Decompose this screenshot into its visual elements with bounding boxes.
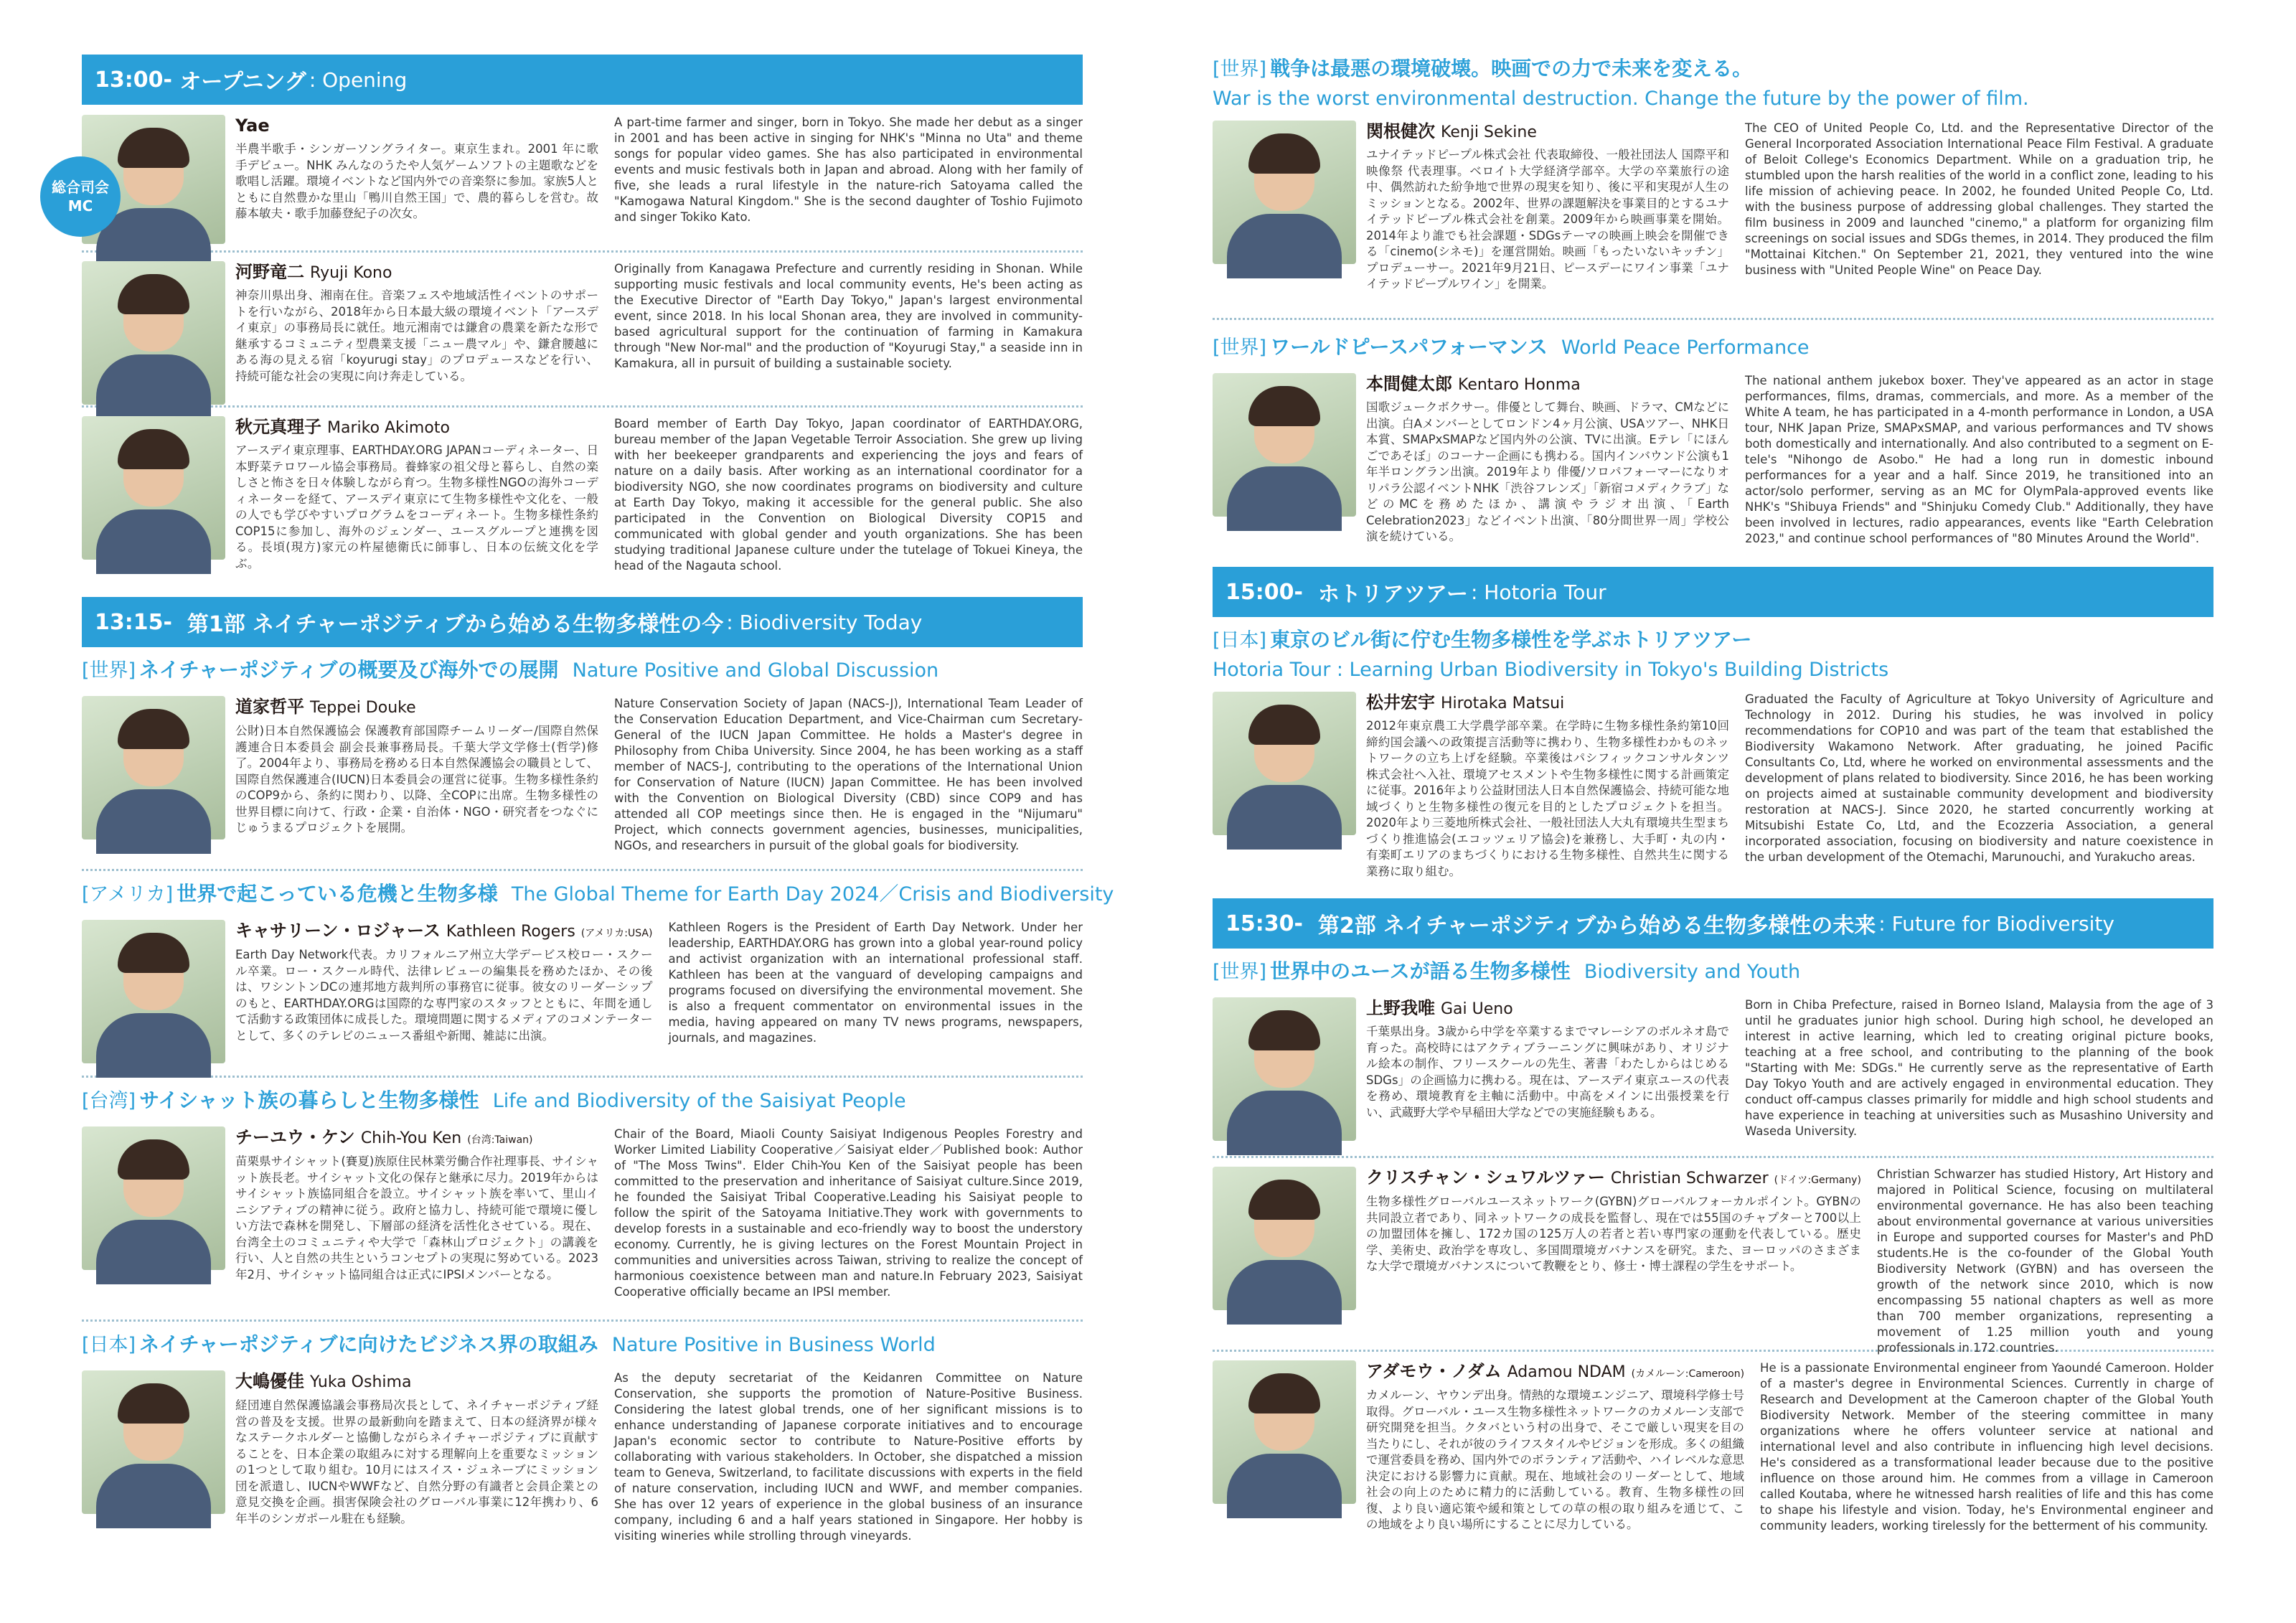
portrait-photo bbox=[1213, 373, 1356, 517]
program-title bbox=[82, 880, 1114, 911]
person-name-en: Christian Schwarzer bbox=[1610, 1170, 1769, 1187]
section-title-en: : Opening bbox=[309, 67, 408, 92]
person-name-jp: 上野我唯 bbox=[1366, 998, 1435, 1018]
person-country: (ドイツ:Germany) bbox=[1774, 1175, 1861, 1186]
person-name-jp: キャサリーン・ロジャース bbox=[235, 921, 441, 941]
portrait-photo bbox=[82, 1126, 225, 1270]
portrait-photo bbox=[1213, 121, 1356, 264]
person-name-en: Teppei Douke bbox=[310, 699, 416, 717]
right-column bbox=[1213, 55, 2213, 1560]
person-name-jp: Yae bbox=[235, 116, 270, 136]
host-profile bbox=[82, 408, 1083, 594]
section-bar-part1 bbox=[82, 597, 1083, 647]
bio-jp: 公財)日本自然保護協会 保護教育部国際チームリーダー/国際自然保護連合日本委員会 副会長兼事務局長。千葉大学文学修士(哲学)修了。2004年より、事務局を務める日本自然保護協会の職員として、国際自然保護連合(IUCN)日本委員会の運営に従事。生物多様性条約のCOP9から、条約に関わり、以降、全COPに出席。生物多様性の世界目標に向けて、行政・企業・自治体・NGO・研究者をつなぐにじゅうまるプロジェクトを展開。 bbox=[235, 724, 598, 834]
speaker-profile bbox=[1213, 989, 2213, 1158]
speaker-profile bbox=[82, 911, 1083, 1078]
region-tag: [世界] bbox=[1213, 337, 1267, 359]
bio-en: He is a passionate Environmental engineer from Yaoundé Cameroon. Holder of a master's degree in Environmental Sciences. Currently in charge of Research and Development at the Cameroon chapter of the Global Youth Biodiversity Network. Member of the steering committee in many organizations where he offers volunteer service at national and international level and also contribute in influencing high level decisions. He's considered as a transformational leader because due to the positive influence on those around him. He commes from a village in Cameroon called Koutaba, where he witnessed harsh realities of life and this has come to shape his lifestyle and vision. Today, he's Environmental engineer and community leaders, working tirelessly for the betterment of his community. bbox=[1760, 1361, 2213, 1533]
person-name-en: Yuka Oshima bbox=[310, 1373, 412, 1391]
region-tag: [世界] bbox=[1213, 58, 1267, 80]
bio-jp: 神奈川県出身、湘南在住。音楽フェスや地域活性イベントのサポートを行いながら、2018年から日本最大級の環境イベント「アースデイ東京」の事務局長に就任。地元湘南では鎌倉の農業を新たな形で継承するコミュニティ型農業支援「ニュー農マル」や、鎌倉腰越にある海の見える宿「koyurugi stay」のプロデュースなどを行い、持続可能な社会の実現に向け奔走している。 bbox=[235, 288, 598, 383]
mc-badge bbox=[40, 156, 121, 237]
speaker-profile bbox=[82, 687, 1083, 871]
person-name-en: Kenji Sekine bbox=[1441, 123, 1537, 141]
program-title-jp: 世界中のユースが語る生物多様性 bbox=[1270, 959, 1571, 983]
bio-jp: 半農半歌手・シンガーソングライター。東京生まれ。2001 年に歌手デビュー。NHK みんなのうたや人気ゲームソフトの主題歌などを歌唱し活躍。環境イベントなど国内外での音楽祭に参加。家族5人とともに自然豊かな里山「鴨川自然王国」で、農的暮らしを営む。故藤本敏夫・歌手加藤登紀子の次女。 bbox=[235, 142, 598, 220]
program-title-en: World Peace Performance bbox=[1561, 337, 1810, 359]
program-title bbox=[1213, 55, 2213, 86]
person-name-en: Kentaro Honma bbox=[1458, 376, 1581, 394]
program-title-jp: ワールドピースパフォーマンス bbox=[1270, 335, 1548, 359]
speaker-profile bbox=[1213, 112, 2213, 320]
portrait-photo bbox=[82, 261, 225, 405]
bio-en: Christian Schwarzer has studied History, Art History and majored in Political Science, focusing on multilateral environmental governance. He has also been teaching about environmental governance at various universities in Europe and supported courses for Master's and PhD students.He is the co-founder of the Global Youth Biodiversity Network (GYBN) and has overseen the growth of the network since 2010, which is now encompassing 55 national chapters as well as more than 700 member organizations, representing a movement of 1.25 million youth and young professionals in 172 countries. bbox=[1876, 1167, 2213, 1355]
portrait-photo bbox=[1213, 997, 1356, 1141]
mc-badge-label-jp: 総合司会 bbox=[52, 179, 109, 196]
person-name-jp: クリスチャン・シュワルツァー bbox=[1366, 1167, 1605, 1187]
program-title bbox=[82, 656, 1083, 687]
speaker-profile bbox=[82, 1362, 1083, 1563]
program-title-en: Hotoria Tour : Learning Urban Biodiversity in Tokyo's Building Districts bbox=[1213, 659, 1889, 681]
portrait-photo bbox=[82, 696, 225, 839]
bio-jp: 2012年東京農工大学農学部卒業。在学時に生物多様性条約第10回締約国会議への政策提言活動等に携わり、生物多様性わかものネットワークの立ち上げを経験。卒業後はパシフィックコンサルタンツ株式会社へ入社、環境アセスメントや生物多様性に関する計画策定に従事。2016年より公益財団法人日本自然保護協会、持続可能な地域づくりと生物多様性の復元を目的としたプロジェクトを担当。2020年より三菱地所株式会社、一般社団法人大丸有環境共生型まちづくり推進協会(エコッツェリア協会)を兼務し、大手町・丸の内・有楽町エリアのまちづくりにおける生物多様性、自然共生に関する業務に取り組む。 bbox=[1366, 719, 1729, 878]
program-title-en: Life and Biodiversity of the Saisiyat People bbox=[492, 1090, 906, 1112]
program-title-en: War is the worst environmental destruction. Change the future by the power of film. bbox=[1213, 88, 2029, 110]
section-title-en: : Hotoria Tour bbox=[1470, 580, 1606, 604]
person-name-en: Kathleen Rogers bbox=[446, 923, 575, 941]
program-title-jp: 世界で起こっている危機と生物多様 bbox=[177, 882, 498, 905]
region-tag: [台湾] bbox=[82, 1090, 136, 1112]
region-tag: [日本] bbox=[1213, 629, 1267, 651]
section-bar-tour bbox=[1213, 567, 2213, 617]
bio-jp: 千葉県出身。3歳から中学を卒業するまでマレーシアのボルネオ島で育った。高校時にはアクティブラーニングに興味があり、オリジナル絵本の制作、フリースクールの先生、著書「わたしからはじめるSDGs」の企画協力に携わる。現在は、アースデイ東京ユースの代表を務め、環境教育を主軸に活動中。中高をメインに出張授業を行い、武蔵野大学や早稲田大学などでの実施経験もある。 bbox=[1366, 1025, 1729, 1119]
person-name-jp: 道家哲平 bbox=[235, 697, 304, 717]
region-tag: [世界] bbox=[82, 659, 136, 682]
person-name-en: Chih-You Ken bbox=[360, 1129, 462, 1147]
person-name-jp: 松井宏宇 bbox=[1366, 692, 1435, 712]
bio-en: Board member of Earth Day Tokyo, Japan coordinator of EARTHDAY.ORG, bureau member of the Japan Vegetable Terroir Association. She grew up living with her beekeeper grandparents and experiencing the joys and fears of nature on a daily basis. After working as an international coordinator for a biodiversity NGO, she now coordinates programs on biodiversity and culture at Earth Day Tokyo, making it accessible for the general public. She also participated in the Convention on Biological Diversity COP15 and communicated with global gender and youth organizations. She has been studying traditional Japanese culture under the tutelage of Tokuei Kineya, the head of the Nagauta school. bbox=[614, 417, 1083, 573]
bio-en: The CEO of United People Co, Ltd. and the Representative Director of the General Incorporated Association International Peace Film Festival. A graduate of Beloit College's Economics Department. While on a graduation trip, he stumbled upon the harsh realities of the world in a conflict zone, leading to his life mission of achieving peace. In 2002, he founded United People Co, Ltd. with the business purpose of addressing global challenges. They started the film business in 2009 and launched "cinemo," a platform for organizing film screenings on social issues and SDGs themes, in 2014. They produced the film "Mottainai Kitchen." On September 21, 2021, they ventured into the wine business with "United People Wine" on Peace Day. bbox=[1745, 121, 2213, 277]
program-title-jp: ネイチャーポジティブに向けたビジネス界の取組み bbox=[139, 1332, 598, 1356]
portrait-photo bbox=[82, 416, 225, 560]
left-column bbox=[52, 55, 1114, 1563]
program-title-jp: サイシャット族の暮らしと生物多様性 bbox=[139, 1088, 479, 1112]
bio-en: Graduated the Faculty of Agriculture at Tokyo University of Agriculture and Technology in 2012. During his studies, he was involved in policy recommendations for COP10 and was part of the team that established the Biodiversity Wakamono Network. After graduating, he joined Pacific Consultants Co, Ltd, where he worked on environmental assessments and the development of plans related to biodiversity. Since 2016, he has been working on projects aimed at sustainable community development and biodiversity restoration at NACS-J. Since 2020, he started concurrently working at Mitsubishi Estate Co, Ltd, and the Ecozzeria Association, a general incorporated association, focusing on biodiversity and nature coexistence in the urban development of the Otemachi, Marunouchi, and Yurakucho areas. bbox=[1745, 692, 2213, 864]
section-title-en: : Biodiversity Today bbox=[726, 610, 923, 634]
section-title-jp: オープニング bbox=[179, 70, 306, 95]
section-time: 15:00- bbox=[1225, 579, 1303, 605]
speaker-profile bbox=[82, 1118, 1083, 1322]
program-title bbox=[1213, 333, 2213, 364]
section-title-jp: 第2部 ネイチャーポジティブから始める生物多様性の未来 bbox=[1317, 913, 1876, 938]
bio-en: Chair of the Board, Miaoli County Saisiyat Indigenous Peoples Forestry and Worker Limited Liability Cooperative／Saisiyat elder／Published book: Author of "The Moss Twins". Elder Chih-You Ken of the Saisiyat people has been committed to the preservation and inheritance of Saisiyat culture.Since 2019, he founded the Saisiyat Tribal Cooperative.Leading his Saisiyat people to follow the spirit of the Satoyama Initiative.They work with governments to develop forests in a sustainable and eco-friendly way to boost the understory economy. Currently, he is giving lectures on the Forest Mountain Project in communities and universities across Taiwan, striving to realize the concept of harmonious coexistence between man and nature.In February 2023, Saisiyat Cooperative officially became an IPSI member. bbox=[614, 1127, 1083, 1299]
person-name-jp: 大嶋優佳 bbox=[235, 1371, 304, 1391]
portrait-photo bbox=[1213, 692, 1356, 835]
region-tag: [日本] bbox=[82, 1334, 136, 1356]
section-title-jp: 第1部 ネイチャーポジティブから始める生物多様性の今 bbox=[187, 612, 724, 637]
bio-jp: アースデイ東京理事、EARTHDAY.ORG JAPANコーディネーター、日本野菜テロワール協会事務局。養蜂家の祖父母と暮らし、自然の楽しさと怖さを日々体験しながら育つ。生物多様性NGOの海外コーディネーターを経て、アースデイ東京にて生物多様性や文化を、一般の人でも学びやすいプログラムをコーディネート。生物多様性条約COP15に参加し、海外のジェンダー、ユースグループと連携を図る。長頃(現方)家元の杵屋徳衛氏に師事し、日本の伝統文化を学ぶ。 bbox=[235, 443, 598, 570]
mc-badge-label-en: MC bbox=[67, 197, 93, 215]
person-country: (カメルーン:Cameroon) bbox=[1631, 1368, 1745, 1380]
program-title bbox=[1213, 957, 2213, 989]
person-name-jp: 秋元真理子 bbox=[235, 417, 321, 437]
section-time: 13:15- bbox=[95, 609, 172, 635]
host-profile bbox=[82, 253, 1083, 408]
bio-en: Originally from Kanagawa Prefecture and currently residing in Shonan. While supporting music festivals and local community events, He's been acting as the Executive Director of "Earth Day Tokyo," Japan's largest environmental event, since 2018. In his local Shonan area, they are involved in community-based agricultural support for the continuation of farming in Kamakura through "New Nor-mal" and the production of "Koyurugi Stay," a seaside inn in Kamakura, all in pursuit of building a sustainable society. bbox=[614, 262, 1083, 370]
bio-en: Nature Conservation Society of Japan (NACS-J), International Team Leader of the Conservation Education Department, and Vice-Chairman cum Secretary-General of the IUCN Japan Committee. He holds a Master's degree in Philosophy from Chiba University. Since 2004, he has been working as a staff member of NACS-J, contributing to the operations of the International Union for Conservation of Nature (IUCN) Japan Committee. He has been involved with the Convention on Biological Diversity (CBD) since COP9 and has attended all COP meetings since then. He is engaged in the "Nijumaru" Project, which connects government agencies, businesses, municipalities, NGOs, and researchers in pursuit of the global goals for biodiversity. bbox=[614, 697, 1083, 852]
person-name-jp: チーユウ・ケン bbox=[235, 1127, 355, 1147]
bio-jp: ユナイテッドピープル株式会社 代表取締役、一般社団法人 国際平和映像祭 代表理事。ベロイト大学経済学部卒。大学の卒業旅行の途中、偶然訪れた紛争地で世界の現実を知り、後に平和実現が人生のミッションとなる。2002年、世界の課題解決を事業目的とするユナイテッドピープル株式会社を創業。2009年から映画事業を開始。2014年より誰でも社会課題・SDGsテーマの映画上映会を開催できる「cinemo(シネモ)」を運営開始。映画「もったいないキッチン」プロデューサー。2021年9月21日、ピースデーにワイン事業「ユナイテッドピープルワイン」を開業。 bbox=[1366, 148, 1729, 291]
program-title-jp: 戦争は最悪の環境破壊。映画での力で未来を変える。 bbox=[1270, 57, 1753, 80]
bio-en: As the deputy secretariat of the Keidanren Committee on Nature Conservation, she supports the promotion of Nature-Positive Business. Considering the latest global trends, one of her significant missions is to enhance understanding of Japanese corporate initiatives and to encourage Japan's economic sector to contribute to Nature-Positive efforts by collaborating with various stakeholders. In October, she dispatched a mission team to Geneva, Switzerland, to facilitate discussions with experts in the field of nature conservation, including IUCN and WWF, and member companies. She has over 12 years of experience in the global business of an insurance company, including 6 and a half years stationed in Singapore. Her hobby is visiting wineries while strolling through vineyards. bbox=[614, 1371, 1083, 1543]
bio-jp: 生物多様性グローバルユースネットワーク(GYBN)グローバルフォーカルポイント。GYBNの共同設立者であり、同ネットワークの成長を監督し、現在では55国のチャプターと700以上の加盟団体を擁し、172カ国の125万人の若者と若い専門家の運動を代表している。歴史学、美術史、政治学を専攻し、多国間環境ガバナンスを研究。また、ヨーロッパのさまざまな大学で環境ガバナンスについて教鞭をとり、修士・博士課程の学生をサポート。 bbox=[1366, 1195, 1861, 1273]
program-title-jp: 東京のビル街に佇む生物多様性を学ぶホトリアツアー bbox=[1270, 628, 1752, 651]
region-tag: [アメリカ] bbox=[82, 883, 174, 905]
bio-en: Kathleen Rogers is the President of Earth Day Network. Under her leadership, EARTHDAY.ORG has grown into a global year-round policy and activist organization with an international professional staff. Kathleen has been at the vanguard of developing campaigns and programs focused on diversifying the environmental movement. She is also a frequent commentator on environmental issues in the media, having appeared on many TV news programs, newspapers, journals, and magazines. bbox=[668, 921, 1083, 1045]
bio-en: The national anthem jukebox boxer. They've appeared as an actor in stage performances, films, dramas, commercials, and more. As a member of the White A team, he has participated in a 4-month performance in London, a USA tour, NHK Japan Prize, SMAPxSMAP, and various performances and TV shows both domestically and internationally. And also contributed to a segment on E-tele's "Nihongo de Asobo." He had a long run in domestic inbound performances for a year and a half. Since 2019, he transitioned into an actor/solo performer, serving as an MC for OlymPala-approved events like NHK's "Shibuya Friends" and "Shinjuku Comedy Club." Additionally, they have been involved in lectures, radio appearances, events like "Earth Celebration 2023," and continue school performances of "80 Minutes Around the World". bbox=[1745, 374, 2213, 545]
section-time: 15:30- bbox=[1225, 911, 1303, 936]
portrait-photo bbox=[1213, 1360, 1356, 1504]
program-title-en: The Global Theme for Earth Day 2024／Crisis and Biodiversity bbox=[511, 883, 1114, 905]
person-name-jp: 本間健太郎 bbox=[1366, 374, 1452, 394]
program-title bbox=[82, 1330, 1083, 1362]
bio-en: Born in Chiba Prefecture, raised in Borneo Island, Malaysia from the age of 3 until he graduates junior high school. During high school, he developed an interest in active learning, which led to creating original picture books, teaching at a free school, and contributing to the planning of the book "Starting with Me: SDGs." He currently serve as the representative of Earth Day Tokyo Youth and are actively engaged in environmental education. They conduct off-campus classes primarily for middle and high school students and have experience in teaching at universities such as Musashino University and Waseda University. bbox=[1745, 998, 2213, 1138]
section-time: 13:00- bbox=[95, 67, 172, 93]
bio-jp: カメルーン、ヤウンデ出身。情熱的な環境エンジニア、環境科学修士号取得。グローバル・ユース生物多様性ネットワークのカメルーン支部で研究開発を担当。クタバという村の出身で、そこで厳しい現実を目の当たりにし、それが彼のライフスタイルやビジョンを形成。多くの組織で運営委員を務め、国内外でのボランティア活動や、ハイレベルな意思決定における影響力に貢献。現在、地域社会のリーダーとして、地域社会の向上のために精力的に活動している。教育、生物多様性の回復、より良い適応策や緩和策としての草の根の取り組みを通じて、この地域をより良い場所にすることに尽力している。 bbox=[1366, 1388, 1745, 1531]
person-name-en: Gai Ueno bbox=[1441, 1000, 1513, 1018]
program-title-en: Nature Positive in Business World bbox=[611, 1334, 936, 1356]
person-name-jp: 河野竜二 bbox=[235, 262, 304, 282]
person-name-jp: 関根健次 bbox=[1366, 121, 1435, 141]
speaker-profile bbox=[1213, 1352, 2213, 1560]
speaker-profile bbox=[1213, 364, 2213, 560]
person-name-en: Mariko Akimoto bbox=[327, 419, 450, 437]
program-title bbox=[82, 1086, 1083, 1118]
section-title-jp: ホトリアツアー bbox=[1317, 582, 1468, 607]
portrait-photo bbox=[82, 1370, 225, 1514]
program-title-en: Biodiversity and Youth bbox=[1584, 961, 1801, 983]
person-country: (台湾:Taiwan) bbox=[467, 1134, 533, 1146]
region-tag: [世界] bbox=[1213, 961, 1267, 983]
program-title bbox=[1213, 626, 2213, 657]
host-profile bbox=[52, 105, 1083, 253]
portrait-photo bbox=[1213, 1167, 1356, 1310]
bio-jp: 国歌ジュークボクサー。俳優として舞台、映画、ドラマ、CMなどに出演。白Aメンバーとしてロンドン4ヶ月公演、USAツアー、NHK日本賞、SMAPxSMAPなど国内外の公演、TVに出演。Eテレ「にほんごであそぼ」のコーナー企画にも携わる。国内インバウンド公演も1年半ロングラン出演。2019年より 俳優/ソロパフォーマーになりオリパラ公認イベントNHK「渋谷フレンズ」「新宿コメディクラブ」などのMCを務めたほか、講演やラジオ出演、「Earth Celebration2023」などイベント出演、「80分間世界一周」学校公演を続けている。 bbox=[1366, 400, 1729, 543]
person-name-en: Hirotaka Matsui bbox=[1441, 695, 1565, 712]
section-bar-opening bbox=[82, 55, 1083, 105]
speaker-profile bbox=[1213, 1158, 2213, 1355]
bio-jp: 経団連自然保護協議会事務局次長として、ネイチャーポジティブ経営の普及を支援。世界の最新動向を踏まえて、日本の経済界が様々なステークホルダーと協働しながらネイチャーポジティブに貢献することを、日本企業の取組みに対する理解向上を重要なミッションの1つとして取り組む。10月にはスイス・ジュネーブにミッション団を派遣し、IUCNやWWFなど、自然分野の有識者と会員企業との意見交換を企画。損害保険会社のグローバル事業に12年携わり、6年半のシンガポール駐在も経験。 bbox=[235, 1398, 598, 1525]
bio-en: A part-time farmer and singer, born in Tokyo. She made her debut as a singer in 2001 and has been active in singing for NHK's "Minna no Uta" and theme songs for popular video games. She has also participated in environmental events and music festivals both in Japan and abroad. Along with her family of five, she leads a rural lifestyle in the nature-rich Satoyama called the "Kamogawa Natural Kingdom." She is the second daughter of Toshio Fujimoto and singer Tokiko Kato. bbox=[614, 116, 1083, 224]
portrait-photo bbox=[82, 920, 225, 1063]
person-name-en: Ryuji Kono bbox=[310, 264, 392, 282]
bio-jp: Earth Day Network代表。カリフォルニア州立大学デービス校ロー・スクール卒業。ロー・スクール時代、法律レビューの編集長を務めたほか、その後は、ワシントンDCの連邦地方裁判所の事務官に従事。彼女のリーダーシップのもと、EARTHDAY.ORGは国際的な専門家のスタッフとともに、年間を通して活動する政策団体に成長した。環境問題に関するメディアのコメンテーターとして、多くのテレビのニュース番組や新聞、雑誌に出演。 bbox=[235, 948, 653, 1043]
person-name-en: Adamou NDAM bbox=[1507, 1363, 1626, 1381]
section-title-en: : Future for Biodiversity bbox=[1878, 911, 2114, 936]
program-title-jp: ネイチャーポジティブの概要及び海外での展開 bbox=[139, 658, 559, 682]
program-title-en: Nature Positive and Global Discussion bbox=[572, 659, 939, 682]
speaker-profile bbox=[1213, 683, 2213, 891]
section-bar-part2 bbox=[1213, 898, 2213, 949]
bio-jp: 苗栗県サイシャット(賽夏)族原住民林業労働合作社理事長、サイシャット族長老。サイシャット文化の保存と継承に尽力。2019年からはサイシャット族協同組合を設立。サイシャット族を率いて、里山イニシアティブの精神に従う。政府と協力し、持続可能で環境に優しい方法で森林を開発し、下層部の経済を活性化させている。現在、台湾全土のコミュニティや大学で「森林山プロジェクト」の講義を行い、人と自然の共生というコンセプトの実現に努めている。2023年2月、サイシャット協同組合は正式にIPSIメンバーとなる。 bbox=[235, 1154, 598, 1281]
person-country: (アメリカ:USA) bbox=[580, 928, 653, 939]
person-name-jp: アダモウ・ノダム bbox=[1366, 1361, 1502, 1381]
